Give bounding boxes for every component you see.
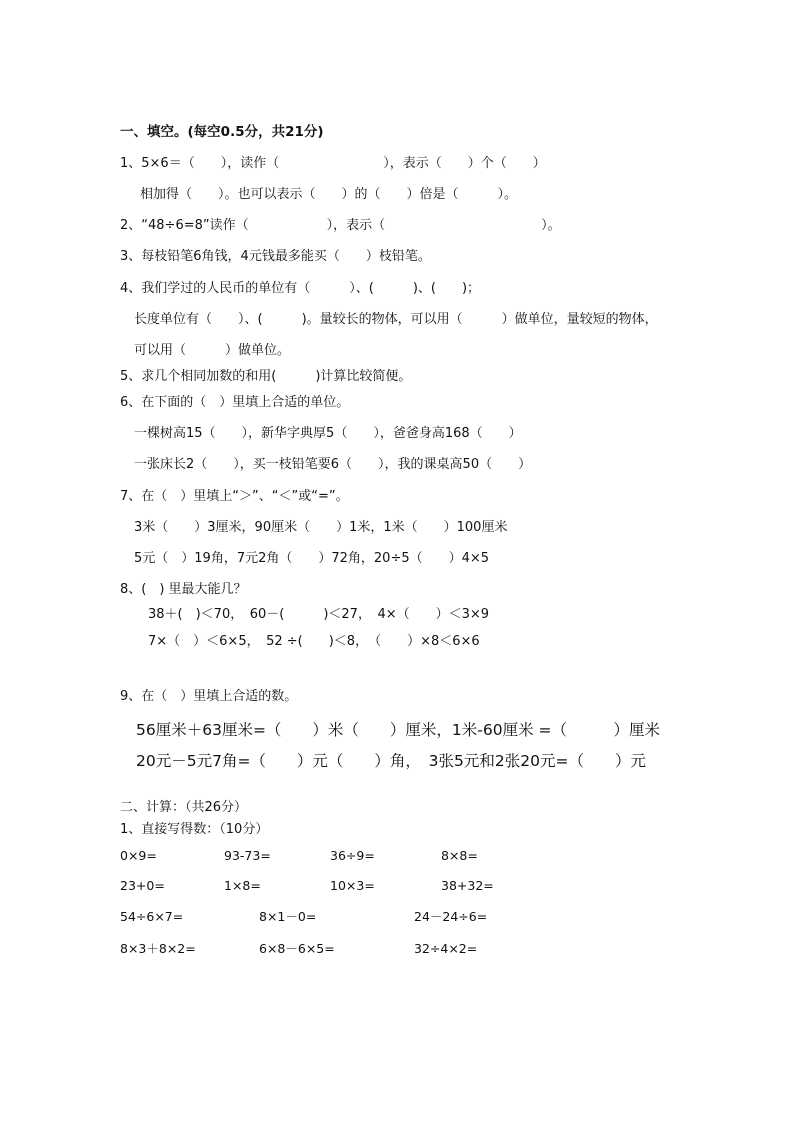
question-2: 2、“48÷6=8”读作（ ），表示（ ）。: [120, 218, 561, 233]
question-8-row-2: 7×（ ）＜6×5， 52 ÷( )＜8， （ ）×8＜6×6: [148, 634, 480, 649]
question-6-row-2: 一张床长2（ ），买一枝铅笔要6（ ），我的课桌高50（ ）: [134, 457, 532, 472]
calc-item: 32÷4×2=: [414, 941, 478, 956]
calc-item: 36÷9=: [330, 848, 375, 863]
question-9-row-2: 20元－5元7角=（ ）元（ ）角， 3张5元和2张20元=（ ）元: [136, 752, 646, 770]
question-5: 5、求几个相同加数的和用( )计算比较简便。: [120, 369, 412, 384]
question-7-row-2: 5元（ ）19角，7元2角（ ）72角，20÷5（ ）4×5: [134, 551, 490, 566]
question-4-line-1: 4、我们学过的人民币的单位有（ ）、( )、( )；: [120, 281, 481, 296]
question-6-row-1: 一棵树高15（ ），新华字典厚5（ ），爸爸身高168（ ）: [134, 426, 522, 441]
question-9: 9、在（ ）里填上合适的数。: [120, 689, 298, 704]
question-1-line-1: 1、5×6＝（ ），读作（ ），表示（ ）个（ ）: [120, 156, 546, 171]
question-7-row-1: 3米（ ）3厘米，90厘米（ ）1米，1米（ ）100厘米: [134, 520, 508, 535]
calc-item: 23+0=: [120, 878, 165, 893]
question-4-line-2: 长度单位有（ ）、( )。量较长的物体，可以用（ ）做单位，量较短的物体，: [134, 312, 658, 327]
calc-item: 24－24÷6=: [414, 909, 488, 924]
question-1-line-2: 相加得（ ）。也可以表示（ ）的（ ）倍是（ ）。: [140, 187, 518, 202]
calc-item: 1×8=: [224, 878, 261, 893]
calc-item: 8×1－0=: [259, 909, 317, 924]
calc-item: 8×3＋8×2=: [120, 941, 196, 956]
question-8-row-1: 38＋( )＜70， 60－( )＜27， 4×（ ）＜3×9: [148, 607, 490, 622]
calc-item: 54÷6×7=: [120, 909, 184, 924]
question-7: 7、在（ ）里填上“＞”、“＜”或“=”。: [120, 489, 349, 504]
section-2-subtitle: 1、直接写得数：（10分）: [120, 822, 269, 837]
calc-item: 93-73=: [224, 848, 271, 863]
question-6: 6、在下面的（ ）里填上合适的单位。: [120, 395, 350, 410]
section-2-title: 二、计算：（共26分）: [120, 800, 248, 815]
calc-item: 8×8=: [441, 848, 478, 863]
question-8: 8、( ) 里最大能几？: [120, 582, 247, 597]
calc-item: 10×3=: [330, 878, 375, 893]
calc-item: 6×8－6×5=: [259, 941, 335, 956]
calc-item: 38+32=: [441, 878, 494, 893]
question-9-row-1: 56厘米＋63厘米=（ ）米（ ）厘米，1米-60厘米 =（ ）厘米: [136, 721, 661, 739]
question-4-line-3: 可以用（ ）做单位。: [134, 343, 291, 358]
question-3: 3、每枝铅笔6角钱，4元钱最多能买（ ）枝铅笔。: [120, 249, 431, 264]
calc-item: 0×9=: [120, 848, 157, 863]
section-1-title: 一、填空。(每空0.5分，共21分): [120, 124, 324, 140]
